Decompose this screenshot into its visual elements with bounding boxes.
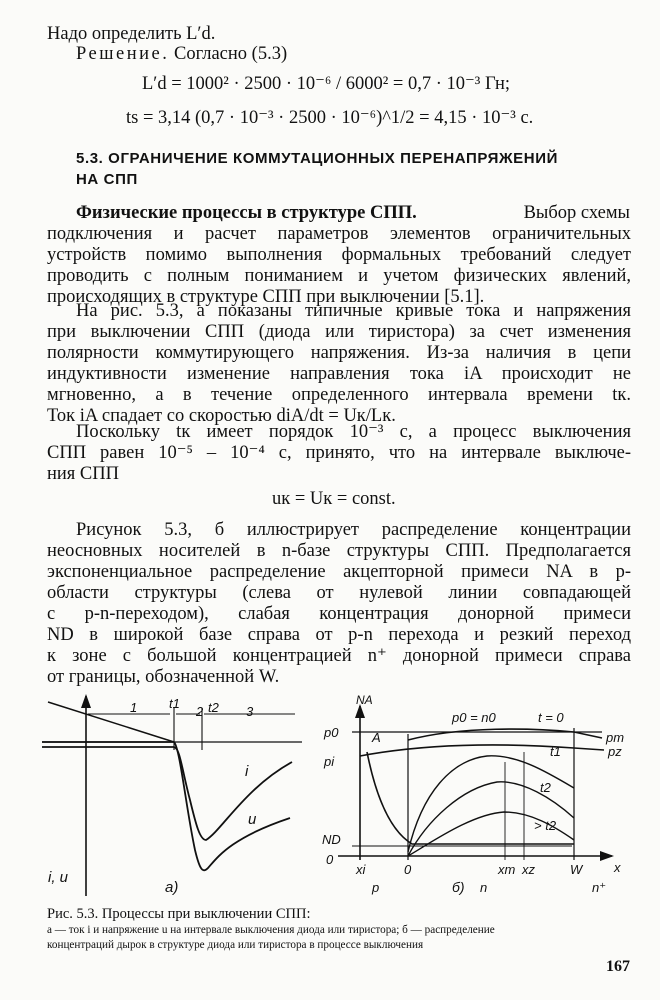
figure-b-bottom-label: p — [372, 880, 380, 895]
figure-b-left-label: ND — [322, 832, 341, 847]
figure-b-axis-y-label: NA — [356, 693, 373, 707]
figure-b-right-label: pm — [606, 730, 625, 745]
paragraph4-line: Рисунок 5.3, б иллюстрирует распределение концентрации — [76, 520, 631, 540]
paragraph2-line: полярности коммутирующего напряжения. Из-за наличия в цепи — [47, 343, 631, 363]
figure-a-voltage-ramp — [48, 702, 174, 742]
figure-caption-line: концентраций дырок в структуре диода или тиристора в процессе выключения — [47, 939, 424, 951]
figure-b-bottom-label: W — [570, 862, 583, 877]
paragraph3-line: Поскольку tк имеет порядок 10⁻³ с, а процесс выключения — [76, 422, 631, 442]
paragraph1-first-line — [76, 203, 417, 224]
figure-b-curve-t1 — [408, 756, 574, 852]
figure-caption-line: а — ток i и напряжение u на интервале выключения диода или тиристора; б — распределение — [47, 924, 495, 936]
paragraph1-line: подключения и расчет параметров элементов ограничительных — [47, 224, 631, 244]
paragraph4-last-line: от границы, обозначенной W. — [47, 667, 280, 687]
figure-b-curve-label: > t2 — [534, 818, 557, 833]
figure-5-3b — [312, 692, 630, 902]
figure-a-time-label: t2 — [208, 700, 219, 715]
section-heading-line2: НА СПП — [76, 171, 138, 188]
figure-a-interval-label: 1 — [130, 700, 138, 715]
figure-a-axis-arrow — [81, 694, 91, 708]
figure-a-axis-label: i, u — [48, 869, 69, 886]
figure-b-curve-pz — [360, 745, 604, 756]
paragraph1-line: проводить с полным пониманием и учетом физических явлений, — [47, 266, 631, 286]
figure-b-bottom-label: n — [480, 880, 488, 895]
figure-b-left-label: pi — [324, 754, 335, 769]
figure-a-time-label: t1 — [169, 696, 180, 711]
figure-a-interval-label: 3 — [246, 704, 254, 719]
figure-5-3a — [40, 690, 308, 905]
figure-caption-title: Рис. 5.3. Процессы при выключении СПП: — [47, 906, 311, 922]
figure-b-label: б) — [452, 879, 465, 895]
figure-b-axis-x-label: x — [614, 860, 621, 875]
figure-b-x-arrow — [600, 851, 614, 861]
paragraph4-line: ND в широкой базе справа от p-n перехода и резкий переход — [47, 625, 631, 645]
figure-b-bottom-label: xi — [356, 862, 366, 877]
paragraph4-line: неосновных носителей в n-базе структуры СПП. Предполагается — [47, 541, 631, 561]
figure-b-bottom-label: xm — [498, 862, 516, 877]
figure-b-left-label: 0 — [326, 852, 334, 867]
paragraph1-line: устройств помимо выполнения формальных требований следует — [47, 245, 631, 265]
figure-a-curve-label: i — [245, 763, 249, 780]
figure-b-curve-label: t2 — [540, 780, 551, 795]
figure-b-curve-label: t1 — [550, 744, 561, 759]
paragraph1-line: происходящих в структуре СПП при выключении [5.1]. — [47, 287, 485, 307]
formula-ts: ts = 3,14 (0,7 · 10⁻³ · 2500 · 10⁻⁶)^1/2 = 4,15 · 10⁻³ с. — [126, 108, 534, 128]
figure-a-voltage-curve — [42, 742, 290, 870]
paragraph1-line1-rest: Выбор схемы — [523, 203, 630, 223]
page-number: 167 — [606, 958, 630, 975]
figure-b-left-label: p0 — [324, 725, 339, 740]
paragraph4-line: области структуры (слева от нулевой линии совпадающей — [47, 583, 631, 603]
figure-a-curve-label: u — [248, 811, 257, 828]
paragraph4-line: к зоне с большой концентрацией n⁺ донорной примеси справа — [47, 646, 631, 666]
paragraph2-line: Ток iA спадает со скоростью diA/dt = Uк/Lк. — [47, 406, 396, 426]
figure-b-bottom-label: xz — [522, 862, 535, 877]
paragraph2-line: при выключении СПП (диода или тиристора) за счет изменения — [47, 322, 631, 342]
section-heading-line1: 5.3. ОГРАНИЧЕНИЕ КОММУТАЦИОННЫХ ПЕРЕНАПРЯЖЕНИЙ — [76, 150, 558, 167]
solution-label: Решение. — [76, 44, 170, 64]
figure-b-bottom-label: 0 — [404, 862, 412, 877]
solution-line — [76, 44, 287, 65]
paragraph4-line: с p-n-переходом), слабая концентрация донорной примеси — [47, 604, 631, 624]
paragraph4-line: экспоненциальное распределение акцепторной примеси NA в p- — [47, 562, 631, 582]
paragraph2-line: мгновенно, а в течение определенного интервала времени tк. — [47, 385, 631, 405]
formula-ld: L′d = 1000² · 2500 · 10⁻⁶ / 6000² = 0,7 · 10⁻³ Гн; — [142, 74, 510, 94]
figure-a-label: а) — [165, 879, 179, 896]
paragraph2-line: На рис. 5.3, а показаны типичные кривые тока и напряжения — [76, 301, 631, 321]
figure-b-top-annotation: p0 = n0 — [452, 710, 496, 725]
figure-b-bottom-label: n⁺ — [592, 880, 607, 895]
figure-b-curve-t0 — [408, 729, 602, 740]
paragraph1-lead: Физические процессы в структуре СПП. — [76, 203, 417, 223]
paragraph3-line: СПП равен 10⁻⁵ – 10⁻⁴ с, принято, что на интервале выключе- — [47, 443, 631, 463]
figure-b-right-label: pz — [608, 744, 622, 759]
equation-uk: uк = Uк = const. — [272, 489, 396, 509]
figure-b-curve-label: A — [372, 730, 381, 745]
paragraph3-line: ния СПП — [47, 464, 119, 484]
figure-b-time-annotation: t = 0 — [538, 710, 564, 725]
find-text: Надо определить L′d. — [47, 24, 216, 44]
paragraph2-line: индуктивности изменение направления тока iA происходит не — [47, 364, 631, 384]
solution-text: Согласно (5.3) — [173, 44, 288, 64]
figure-a-interval-label: 2 — [196, 704, 204, 719]
